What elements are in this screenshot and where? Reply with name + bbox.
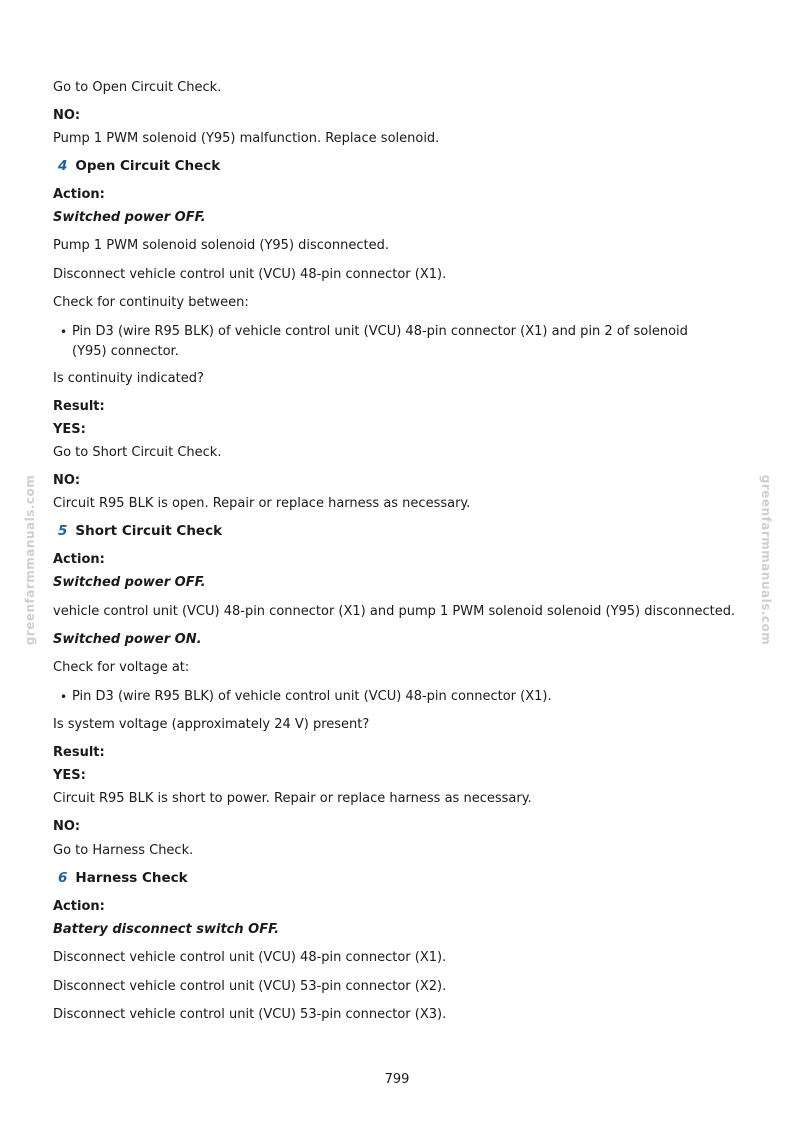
step-number: 5 — [58, 523, 68, 539]
step-number: 6 — [58, 870, 68, 886]
instruction-emphasis: Switched power ON. — [53, 632, 202, 647]
action-label: Action: — [53, 552, 105, 567]
bullet-icon: • — [60, 325, 68, 339]
text-line: Pump 1 PWM solenoid (Y95) malfunction. Replace solenoid. — [53, 131, 440, 146]
section-heading-harness-check — [58, 870, 188, 887]
result-label: Result: — [53, 745, 105, 760]
yes-label: YES: — [53, 422, 86, 437]
text-line: Disconnect vehicle control unit (VCU) 48-pin connector (X1). — [53, 267, 447, 282]
yes-label: YES: — [53, 768, 86, 783]
text-line: Circuit R95 BLK is short to power. Repair or replace harness as necessary. — [53, 791, 532, 806]
text-line: Circuit R95 BLK is open. Repair or replace harness as necessary. — [53, 496, 471, 511]
text-line: Disconnect vehicle control unit (VCU) 53-pin connector (X2). — [53, 979, 447, 994]
bullet-text: Pin D3 (wire R95 BLK) of vehicle control unit (VCU) 48-pin connector (X1). — [72, 689, 552, 704]
action-label: Action: — [53, 899, 105, 914]
page-number: 799 — [384, 1072, 410, 1087]
instruction-emphasis: Switched power OFF. — [53, 575, 206, 590]
instruction-emphasis: Battery disconnect switch OFF. — [53, 922, 280, 937]
result-label: Result: — [53, 399, 105, 414]
no-label: NO: — [53, 473, 81, 488]
instruction-emphasis: Switched power OFF. — [53, 210, 206, 225]
text-line: Check for continuity between: — [53, 295, 249, 310]
text-line: Check for voltage at: — [53, 660, 190, 675]
text-line: Pump 1 PWM solenoid solenoid (Y95) disconnected. — [53, 238, 389, 253]
text-line: Go to Open Circuit Check. — [53, 80, 222, 95]
action-label: Action: — [53, 187, 105, 202]
section-heading-short-circuit-check — [58, 523, 222, 540]
no-label: NO: — [53, 819, 81, 834]
step-number: 4 — [58, 158, 68, 174]
watermark-left: greenfarmmanuals.com — [23, 474, 37, 646]
bullet-icon: • — [60, 690, 68, 704]
text-line: Go to Harness Check. — [53, 843, 194, 858]
text-line: Is system voltage (approximately 24 V) present? — [53, 717, 370, 732]
text-line: Is continuity indicated? — [53, 371, 204, 386]
text-line: vehicle control unit (VCU) 48-pin connector (X1) and pump 1 PWM solenoid solenoid (Y95) disconnected. — [53, 604, 736, 619]
text-line: Disconnect vehicle control unit (VCU) 53-pin connector (X3). — [53, 1007, 447, 1022]
text-line: Go to Short Circuit Check. — [53, 445, 222, 460]
text-line: Disconnect vehicle control unit (VCU) 48-pin connector (X1). — [53, 950, 447, 965]
section-title: Open Circuit Check — [75, 158, 221, 174]
section-title: Harness Check — [75, 870, 188, 886]
watermark-right: greenfarmmanuals.com — [759, 474, 773, 646]
bullet-item — [60, 687, 720, 707]
bullet-text: Pin D3 (wire R95 BLK) of vehicle control unit (VCU) 48-pin connector (X1) and pin 2 of solenoid (Y95) connector. — [72, 324, 688, 359]
bullet-item — [60, 322, 720, 362]
section-title: Short Circuit Check — [75, 523, 223, 539]
no-label: NO: — [53, 108, 81, 123]
section-heading-open-circuit-check — [58, 158, 220, 175]
